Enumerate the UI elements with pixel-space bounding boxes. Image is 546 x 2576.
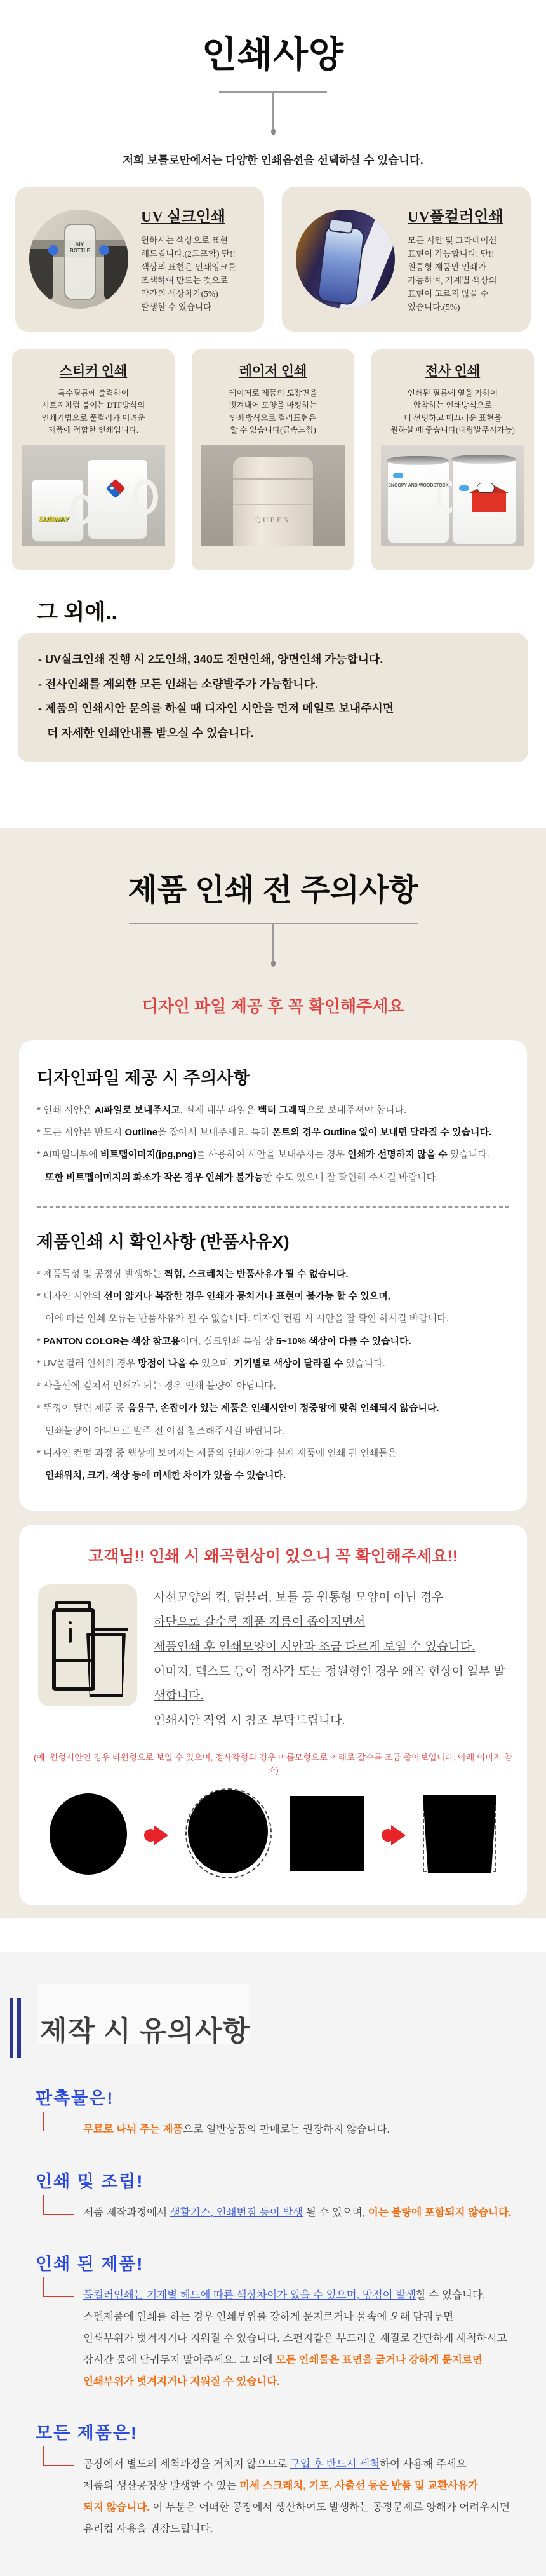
text-segment: 이에 따른 인쇄 오류는 반품사유가 될 수 없습니다. 디자인 컨펌 시 시안을 잘 확인 하시길 바랍니다. (45, 1313, 449, 1325)
box-title: 스티커 인쇄 (59, 363, 128, 379)
box-line: 더 선명하고 매끄러운 표현을 (403, 413, 502, 422)
section-title: 제품 인쇄 전 주의사항 (128, 873, 418, 907)
subsection-lines (83, 2454, 510, 2540)
subsection-title: 인쇄 된 제품! (36, 2255, 144, 2274)
text-segment: 생활기스, 인쇄번짐 등이 발생 (170, 2206, 303, 2218)
text-segment: * AI파일내부에 (37, 1149, 100, 1161)
circle-distorted-shape (185, 1788, 272, 1878)
caution-line (83, 2285, 507, 2307)
box-sticker-print (12, 349, 175, 570)
distortion-warning-box (19, 1525, 527, 1905)
text-segment: 유리컵 사용을 권장드립니다. (83, 2523, 214, 2535)
caution-line (83, 2454, 510, 2476)
arrow-right-icon (382, 1825, 406, 1845)
mug-handle (133, 479, 158, 515)
notice-bullet (37, 1263, 509, 1285)
section-subtitle: 저희 보틀로만에서는 다양한 인쇄옵션을 선택하실 수 있습니다. (123, 154, 423, 166)
dominos-logo (105, 478, 125, 498)
notice-bullet (37, 1143, 509, 1166)
bottle-label: MY BOTTLE (70, 241, 90, 254)
notice-bullet (37, 1420, 509, 1442)
notice-heading: 제품인쇄 시 확인사항 (반품사유X) (37, 1232, 290, 1251)
notice-bullet (37, 1166, 509, 1189)
card-uv-fullcolor (282, 187, 531, 332)
box-line: 제품에 적합한 인쇄입니다. (48, 426, 139, 435)
arrow-right-icon (144, 1825, 168, 1845)
subsection-lines (83, 2202, 511, 2224)
cloud-doodle (459, 485, 469, 491)
caution-line (83, 2476, 510, 2497)
transfer-print-photo (381, 445, 524, 546)
box-line: 인쇄된 필름에 열을 가하여 (407, 389, 498, 398)
text-segment: * UV풀컬러 인쇄의 경우 (37, 1358, 138, 1369)
text-segment: 풀컬러인쇄는 기계별 헤드에 따른 색상차이가 있을 수 있으며, 망점이 발생 (83, 2289, 416, 2302)
text-segment: 망점이 나올 수 (138, 1358, 199, 1369)
etc-heading: 그 외에.. (37, 600, 117, 624)
box-line: 원하실 때 좋습니다(대량발주시가능) (390, 426, 515, 435)
notice-bullet (37, 1099, 509, 1121)
card-line: 해드립니다.(2도포함) 단!! (141, 249, 236, 259)
text-segment: 음용구, 손잡이가 있는 제품은 인쇄시안이 정중앙에 맞춰 인쇄되지 않습니다. (127, 1403, 439, 1414)
text-segment: 으로 일반상품의 판매로는 권장하지 않습니다. (183, 2123, 390, 2135)
machine-block-right (104, 246, 128, 300)
text-segment: 인쇄위치, 크기, 색상 등에 미세한 차이가 있을 수 있습니다. (45, 1470, 286, 1481)
text-segment: 으로 보내주셔야 합니다. (306, 1104, 407, 1116)
notice-bullet (37, 1464, 509, 1487)
text-segment: 기기별로 색상이 달라질 수 (234, 1358, 343, 1369)
box-title: 레이저 인쇄 (239, 363, 307, 379)
machine-clip-left (48, 245, 58, 255)
text-segment: 모든 인쇄물은 표면을 긁거나 강하게 문지르면 (276, 2354, 483, 2366)
text-segment: 스텐제품에 인쇄를 하는 경우 인쇄부위를 강하게 문지르거나 물속에 오래 담궈두면 (83, 2311, 454, 2323)
connector-line (43, 2446, 74, 2466)
text-segment: 하여 사용해 주세요 (380, 2458, 467, 2471)
connector-line (43, 2195, 74, 2215)
etc-line: - 전사인쇄를 제외한 모든 인쇄는 소량발주가 가능합니다. (38, 677, 318, 691)
text-segment: 제품 제작과정에서 (83, 2206, 170, 2218)
card-title: UV 실크인쇄 (141, 209, 225, 226)
laser-print-photo (201, 445, 345, 546)
card-line: 발생할 수 있습니다 (141, 302, 212, 312)
production-caution-section (0, 1952, 546, 2576)
caution-line (83, 2371, 507, 2393)
notice-bullet (37, 1352, 509, 1375)
glass-mug (32, 480, 84, 542)
warning-content (33, 1584, 513, 1734)
print-method-boxes (0, 349, 546, 570)
notice-bullet (37, 1330, 509, 1352)
card-line: 표현이 가능합니다. 단!! (408, 249, 495, 259)
square-distorted-shape (423, 1795, 496, 1872)
cup-rim-icon (91, 1628, 128, 1631)
text-segment: 제품의 생산공정상 발생할 수 있는 (83, 2480, 240, 2492)
text-segment: 이는 불량에 포함되지 않습니다. (368, 2206, 512, 2218)
card-title: UV풀컬러인쇄 (408, 209, 503, 226)
card-text (408, 204, 531, 314)
text-segment: 찍힘, 스크레치는 반품사유가 될 수 없습니다. (164, 1268, 349, 1279)
text-segment: 5~10% 색상이 다를 수 있습니다. (276, 1335, 411, 1347)
text-segment: PANTON COLOR는 색상 참고용 (43, 1335, 180, 1347)
text-segment: * 인쇄 시안은 (37, 1104, 95, 1116)
caution-line (83, 2328, 507, 2350)
text-segment: 인쇄부위가 벗겨지거나 지워질 수 있습니다. (83, 2375, 280, 2387)
text-segment: 선이 얇거나 복잡한 경우 인쇄가 뭉치거나 표현이 불가능 할 수 있으며, (103, 1291, 390, 1302)
divider-ornament (0, 91, 546, 135)
text-segment: 폰트의 경우 Outline 없이 보내면 달라질 수 있습니다. (272, 1127, 492, 1138)
warning-line: 하단으로 갈수록 제품 지름이 좁아지면서 (154, 1615, 366, 1629)
dashed-divider (37, 1206, 509, 1208)
text-segment: 장시간 물에 담궈두지 말아주세요. 그 외에 (83, 2354, 276, 2366)
card-line: 모든 시안 및 그라데이션 (408, 236, 497, 246)
machine-clip-right (99, 245, 109, 255)
tumbler-cup-icon (38, 1584, 137, 1706)
square-original-shape (290, 1796, 364, 1871)
snoopy-mug (452, 459, 517, 544)
box-line: 특수필름에 출력하여 (58, 389, 129, 398)
text-segment: 을 잡아서 보내주세요. 특히 (157, 1127, 272, 1138)
notice-bullet (37, 1307, 509, 1330)
box-title: 전사 인쇄 (425, 363, 481, 379)
section-heading (10, 1998, 546, 2058)
divider-drop (272, 924, 274, 960)
warning-line: 제품인쇄 후 인쇄모양이 시안과 조금 다르게 보일 수 있습니다. (154, 1640, 476, 1654)
text-segment: 무료로 나눠 주는 제품 (83, 2123, 183, 2135)
card-text (141, 204, 264, 314)
caution-line (83, 2350, 507, 2371)
snoopy-label: SNOOPY AND WOODSTOCK (388, 483, 449, 488)
glass-mug (88, 459, 147, 539)
subsection-body (36, 2444, 546, 2540)
warning-title: 고객님!! 인쇄 시 왜곡현상이 있으니 꼭 확인해주세요!! (88, 1548, 458, 1566)
text-segment: * 모든 시안은 반드시 (37, 1127, 125, 1138)
box-line: 할 수 없습니다(금속느낌) (230, 426, 316, 435)
text-segment: AI파일로 보내주시고 (94, 1104, 180, 1116)
steel-rim (451, 455, 516, 464)
text-segment: 공장에서 별도의 세척과정을 거치지 않으므로 (83, 2458, 290, 2471)
notice-heading: 디자인파일 제공 시 주의사항 (37, 1068, 250, 1088)
card-line: 색상의 표현은 인쇄잉크를 (141, 262, 237, 273)
text-segment: 구입 후 반드시 세척 (290, 2458, 380, 2471)
uv-silk-photo (29, 210, 128, 309)
text-segment: * 디자인 시안의 (37, 1291, 104, 1302)
red-subtitle: 디자인 파일 제공 후 꼭 확인해주세요 (142, 996, 404, 1016)
card-line: 가능하며, 기계별 색상의 (408, 276, 497, 285)
print-spec-section (0, 0, 546, 793)
caution-line (83, 2202, 511, 2224)
print-option-cards (0, 187, 546, 332)
subsection-title: 인쇄 및 조립! (36, 2171, 144, 2191)
page-title: 인쇄사양 (201, 34, 345, 75)
snoopy-mug (387, 461, 449, 543)
subsection-body (36, 2192, 546, 2224)
box-laser-print (192, 349, 354, 570)
card-line: 있습니다.(5%) (408, 302, 460, 312)
snoopy-doodle (477, 483, 495, 493)
subsection-promo (36, 2084, 546, 2141)
caution-line (83, 2497, 510, 2519)
connector-line (43, 2277, 74, 2297)
cloud-doodle (393, 473, 403, 478)
steel-rim (387, 456, 449, 465)
text-segment: * 사출선에 걸쳐서 인쇄가 되는 경우 인쇄 불량이 아닙니다. (37, 1380, 276, 1391)
divider-dot (271, 960, 276, 967)
box-line: 인쇄방식으로 컬러표현은 (230, 413, 316, 422)
sticker-print-photo (22, 445, 165, 546)
notice-bullet (37, 1442, 509, 1464)
warning-note: (예: 원형시안인 경우 타원형으로 보일 수 있으며, 정사각형의 경우 마름모형으로 아래로 갈수록 조금 좁아보입니다. 아래 이미지 참조) (34, 1752, 512, 1775)
cream-tumbler (233, 457, 313, 546)
text-segment: 인쇄부위가 벗겨지거나 지워질 수 있습니다. 스펀지같은 부드러운 재질로 간단하게 세척하시고 (83, 2333, 507, 2344)
card-line: 약간의 색상차가(5%) (141, 288, 218, 299)
tumbler-band (233, 504, 313, 505)
text-segment: * (37, 1335, 44, 1347)
text-segment: 되지 않습니다. (83, 2502, 150, 2514)
subway-logo: SUBWAY (39, 515, 69, 523)
text-segment: 또한 비트맵이미지의 화소가 작은 경우 인쇄가 불가능 (45, 1171, 263, 1183)
box-line: 압착하는 인쇄방식으로 (413, 401, 492, 410)
text-segment: 있으며, (198, 1358, 234, 1369)
text-segment: 비트맵이미지(jpg,png) (100, 1149, 197, 1161)
text-segment: 할 수 있습니다. (416, 2289, 486, 2302)
section-title: 제작 시 유의사항 (40, 2015, 250, 2047)
text-segment: * 디자인 컨펌 과정 중 웹상에 보여지는 제품의 인쇄시안과 실제 제품에 인쇄 된 인쇄물은 (37, 1447, 397, 1459)
subsection-all-products (36, 2419, 546, 2540)
box-lines (371, 388, 534, 437)
subsection-print-assembly (36, 2168, 546, 2224)
etc-line: - UV실크인쇄 진행 시 2도인쇄, 340도 전면인쇄, 양면인쇄 가능합니다. (38, 653, 383, 666)
uv-fullcolor-photo (296, 210, 395, 309)
cup-icon (86, 1633, 126, 1697)
subsection-title: 모든 제품은! (36, 2424, 138, 2443)
text-segment: * 제품특성 및 공정상 발생하는 (37, 1268, 164, 1279)
connector-line (43, 2112, 74, 2131)
text-segment: 될 수 있으며, (303, 2206, 368, 2218)
divider-dot (271, 128, 276, 135)
subsection-title: 판촉물은! (36, 2088, 114, 2108)
notice-bullet (37, 1285, 509, 1307)
notice-bullet (37, 1397, 509, 1419)
subsection-body (36, 2109, 546, 2141)
caution-line (83, 2119, 390, 2141)
text-segment: Outline (124, 1127, 158, 1138)
machine-block-left (29, 249, 53, 300)
card-line: 표현이 고르지 않을 수 (408, 288, 489, 299)
subsection-body (36, 2275, 546, 2392)
tumbler-band (233, 478, 313, 480)
box-transfer-print (371, 349, 534, 570)
box-line: 시트지처럼 붙이는 DTF방식의 (41, 401, 145, 410)
text-segment: 인쇄가 선명하지 않을 수 (347, 1149, 448, 1161)
caution-notice-box (19, 1040, 527, 1511)
text-segment: 벡터 그래픽 (258, 1104, 307, 1116)
text-segment: 이며, 실크인쇄 특성 상 (180, 1335, 276, 1347)
card-line: 원통형 제품만 인쇄가 (408, 262, 487, 273)
box-lines (192, 388, 354, 437)
warning-line: 인쇄시안 작업 시 참조 부탁드립니다. (154, 1714, 345, 1727)
circle-original-shape (50, 1793, 127, 1875)
divider-ornament (0, 923, 546, 967)
text-segment: 인쇄불량이 아니므로 발주 전 이점 참조해주시길 바랍니다. (45, 1425, 284, 1436)
tumbler-detail (69, 1628, 72, 1643)
distortion-examples (33, 1788, 513, 1885)
engraved-label: QUEEN (255, 515, 291, 524)
warning-line: 사선모양의 컵, 텀블러, 보틀 등 원통형 모양이 아닌 경우 (154, 1591, 444, 1605)
etc-line: - 제품의 인쇄시안 문의를 하실 때 디자인 시안을 먼저 메일로 보내주시면 (38, 702, 394, 715)
notice-bullet (37, 1121, 509, 1143)
text-segment: 미세 스크래치, 기포, 사출선 등은 반품 및 교환사유가 (239, 2480, 479, 2492)
clear-bottle (64, 224, 96, 300)
box-line: 벗겨내어 모양을 마킹하는 (229, 401, 317, 410)
card-uv-silk (15, 187, 264, 332)
text-segment: 를 사용하여 시안을 보내주시는 경우 (196, 1149, 348, 1161)
text-segment: 있습니다. (447, 1149, 489, 1161)
text-segment: * 뚜껑이 달린 제품 중 (37, 1403, 128, 1414)
text-segment: , 실제 내부 파일은 (180, 1104, 258, 1116)
box-line: 인쇄기법으로 풀컬러가 어려운 (41, 413, 145, 422)
notice-bullet (37, 1375, 509, 1397)
doghouse-doodle (472, 493, 506, 512)
accent-bar (10, 1998, 13, 2058)
caution-line (83, 2519, 510, 2540)
warning-lines (154, 1584, 508, 1734)
accent-bar (17, 1998, 21, 2058)
caution-line (83, 2307, 507, 2328)
box-line: 레이저로 제품의 도장면을 (229, 389, 317, 398)
etc-box (18, 633, 528, 762)
warning-line: 이미지, 텍스트 등이 정사각 또는 정원형인 경우 왜곡 현상이 일부 발생합니다. (154, 1664, 505, 1703)
card-line: 조색하여 만드는 것으로 (141, 276, 229, 285)
text-segment: 이 부분은 어떠한 공장에서 생산하여도 발생하는 공정문제로 양해가 어려우시면 (149, 2502, 510, 2514)
etc-line: 더 자세한 인쇄안내를 받으실 수 있습니다. (47, 727, 254, 740)
box-lines (12, 388, 175, 437)
subsection-lines (83, 2119, 390, 2141)
subsection-lines (83, 2285, 507, 2392)
card-line: 원하시는 색상으로 표현 (141, 236, 229, 246)
pre-print-caution-section (0, 828, 546, 1918)
divider-drop (272, 93, 274, 128)
subsection-printed-product (36, 2250, 546, 2392)
text-segment: 할 수도 있으니 잘 확인해 주시길 바랍니다. (263, 1171, 439, 1183)
text-segment: 있습니다. (343, 1358, 385, 1369)
